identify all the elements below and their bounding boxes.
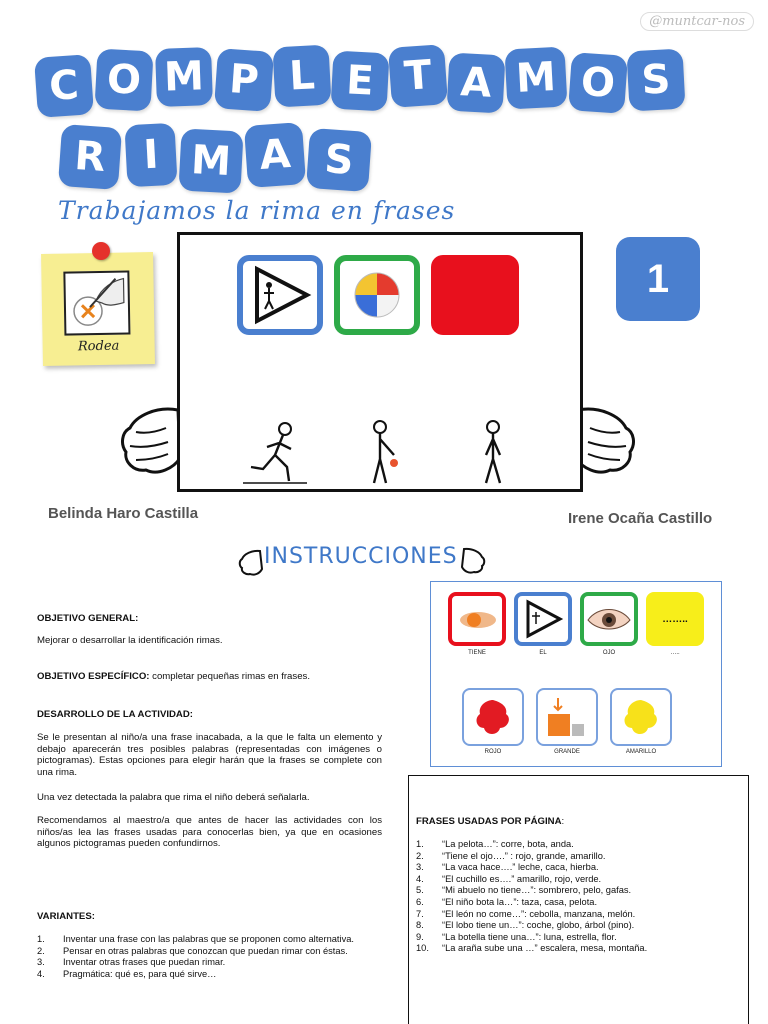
list-item: 1. “La pelota…”: corre, bota, anda. <box>416 839 574 849</box>
play-triangle-icon <box>518 596 568 642</box>
title-letter: S <box>306 128 372 192</box>
title-letter: R <box>58 124 122 190</box>
option-amarillo[interactable] <box>610 688 672 746</box>
list-item: 9. “La botella tiene una…”: luna, estrella, flor. <box>416 931 617 942</box>
example-exercise <box>430 581 722 767</box>
desarrollo-p1: Se le presentan al niño/a una frase inacabada, a la que le falta un elemento y debajo aparecerán tres posibles palabras (representadas con imágenes o pictogramas). Estas opciones para elegir harán que la frases se complete con una rima. <box>37 732 382 778</box>
pictogram-el <box>514 592 572 646</box>
option-bounces[interactable] <box>352 417 418 487</box>
title-letter: P <box>214 48 274 112</box>
frases-title: FRASES USADAS POR PÁGINA: <box>416 816 565 827</box>
pictogram-ball <box>334 255 420 335</box>
left-hand-icon <box>116 402 186 482</box>
objetivo-especifico-text: completar pequeñas rimas en frases. <box>149 671 310 682</box>
label-ojo: OJO <box>602 650 616 656</box>
author-left: Belinda Haro Castilla <box>48 505 199 522</box>
list-item: 8. “El lobo tiene un…”: coche, globo, árbol (pino). <box>416 920 635 931</box>
frases-box <box>408 775 749 1024</box>
list-item: 5. “Mi abuelo no tiene…”: sombrero, pelo, gafas. <box>416 885 632 896</box>
desarrollo-title: DESARROLLO DE LA ACTIVIDAD: <box>37 709 193 720</box>
title-letter: A <box>244 122 306 188</box>
pushpin-icon <box>92 242 110 260</box>
instruction-sticky-note <box>41 252 155 366</box>
running-figure-icon <box>241 417 309 487</box>
list-item: 7. “El león no come…”: cebolla, manzana, melón. <box>416 908 636 919</box>
author-right: Irene Ocaña Castillo <box>568 510 713 527</box>
brand-watermark: @muntcar-nos <box>640 12 754 31</box>
title-letter: A <box>447 53 506 114</box>
list-item: 3. Inventar otras frases que puedan rimar. <box>37 957 226 968</box>
pictogram-tiene <box>448 592 506 646</box>
title-letter: T <box>388 44 448 108</box>
pictogram-ojo <box>580 592 638 646</box>
title-letter: S <box>626 49 685 112</box>
option-runs[interactable] <box>241 417 309 487</box>
objetivo-especifico <box>37 671 310 683</box>
variantes-title: VARIANTES: <box>37 911 95 922</box>
title-letter: C <box>34 54 94 118</box>
title-letter: O <box>94 49 153 112</box>
option-walks[interactable] <box>460 417 526 487</box>
label-grande: GRANDE <box>554 749 580 755</box>
list-item: 3. “La vaca hace….” leche, caca, hierba. <box>416 862 599 873</box>
label-amarillo: AMARILLO <box>625 749 657 755</box>
list-item: 4. “El cuchillo es….” amarillo, rojo, verde. <box>416 873 602 884</box>
pictogram-blank: …….. <box>646 592 704 646</box>
small-left-hand-icon <box>238 548 264 576</box>
title-letter: M <box>155 47 213 107</box>
objetivo-especifico-title: OBJETIVO ESPECÍFICO: <box>37 671 150 682</box>
frases-list <box>416 839 746 955</box>
page-number-badge: 1 <box>616 237 700 321</box>
empty-red-box <box>431 255 519 335</box>
objetivo-general-title: OBJETIVO GENERAL: <box>37 613 139 624</box>
objetivo-general-text: Mejorar o desarrollar la identificación rimas. <box>37 635 223 646</box>
title-letter: M <box>178 128 243 193</box>
list-item: 10. “La araña sube una …” escalera, mesa, montaña. <box>416 943 648 954</box>
hand-pencil-icon <box>65 272 128 333</box>
list-item: 1. Inventar una frase con las palabras que se proponen como alternativa. <box>37 934 354 944</box>
instructions-heading: INSTRUCCIONES <box>264 544 458 569</box>
option-grande[interactable] <box>536 688 598 746</box>
label-blank: ….. <box>670 650 680 656</box>
title-letter: O <box>568 52 628 114</box>
list-item: 6. “El niño bota la…”: taza, casa, pelota. <box>416 896 598 907</box>
subtitle: Trabajamos la rima en frases <box>58 196 456 225</box>
small-right-hand-icon <box>460 546 486 574</box>
play-triangle-icon <box>243 261 317 329</box>
title-letter: L <box>272 45 331 108</box>
title-letter: E <box>331 51 390 112</box>
desarrollo-p3: Recomendamos al maestro/a que antes de hacer las actividades con los niños/as lea las frases usadas para conocerlas bien, ya que en ocasiones algunos pictogramas pueden confundirnos. <box>37 815 382 849</box>
label-tiene: TIENE <box>468 650 486 656</box>
bouncing-ball-figure-icon <box>352 417 418 487</box>
title-letter: I <box>124 123 177 188</box>
variantes-list <box>37 934 382 980</box>
desarrollo-p2: Una vez detectada la palabra que rima el niño deberá señalarla. <box>37 792 310 803</box>
list-item: 2. “Tiene el ojo….” : rojo, grande, amarillo. <box>416 850 606 861</box>
walking-figure-icon <box>460 417 526 487</box>
title-letter: M <box>504 46 567 109</box>
big-small-squares-icon <box>538 690 596 744</box>
option-rojo[interactable] <box>462 688 524 746</box>
exercise-frame <box>177 232 583 492</box>
hand-holding-icon <box>452 596 502 642</box>
pictogram-the <box>237 255 323 335</box>
list-item: 2. Pensar en otras palabras que conozcan que puedan rimar con éstas. <box>37 945 348 956</box>
beach-ball-icon <box>340 261 414 329</box>
label-rojo: ROJO <box>484 749 502 755</box>
list-item: 4. Pragmática: qué es, para qué sirve… <box>37 968 217 979</box>
yellow-splash-icon <box>612 690 670 744</box>
label-el: EL <box>539 650 547 656</box>
circle-hand-pictogram <box>63 270 130 335</box>
eye-icon <box>584 596 634 642</box>
note-label: Rodea <box>77 338 120 355</box>
red-splash-icon <box>464 690 522 744</box>
